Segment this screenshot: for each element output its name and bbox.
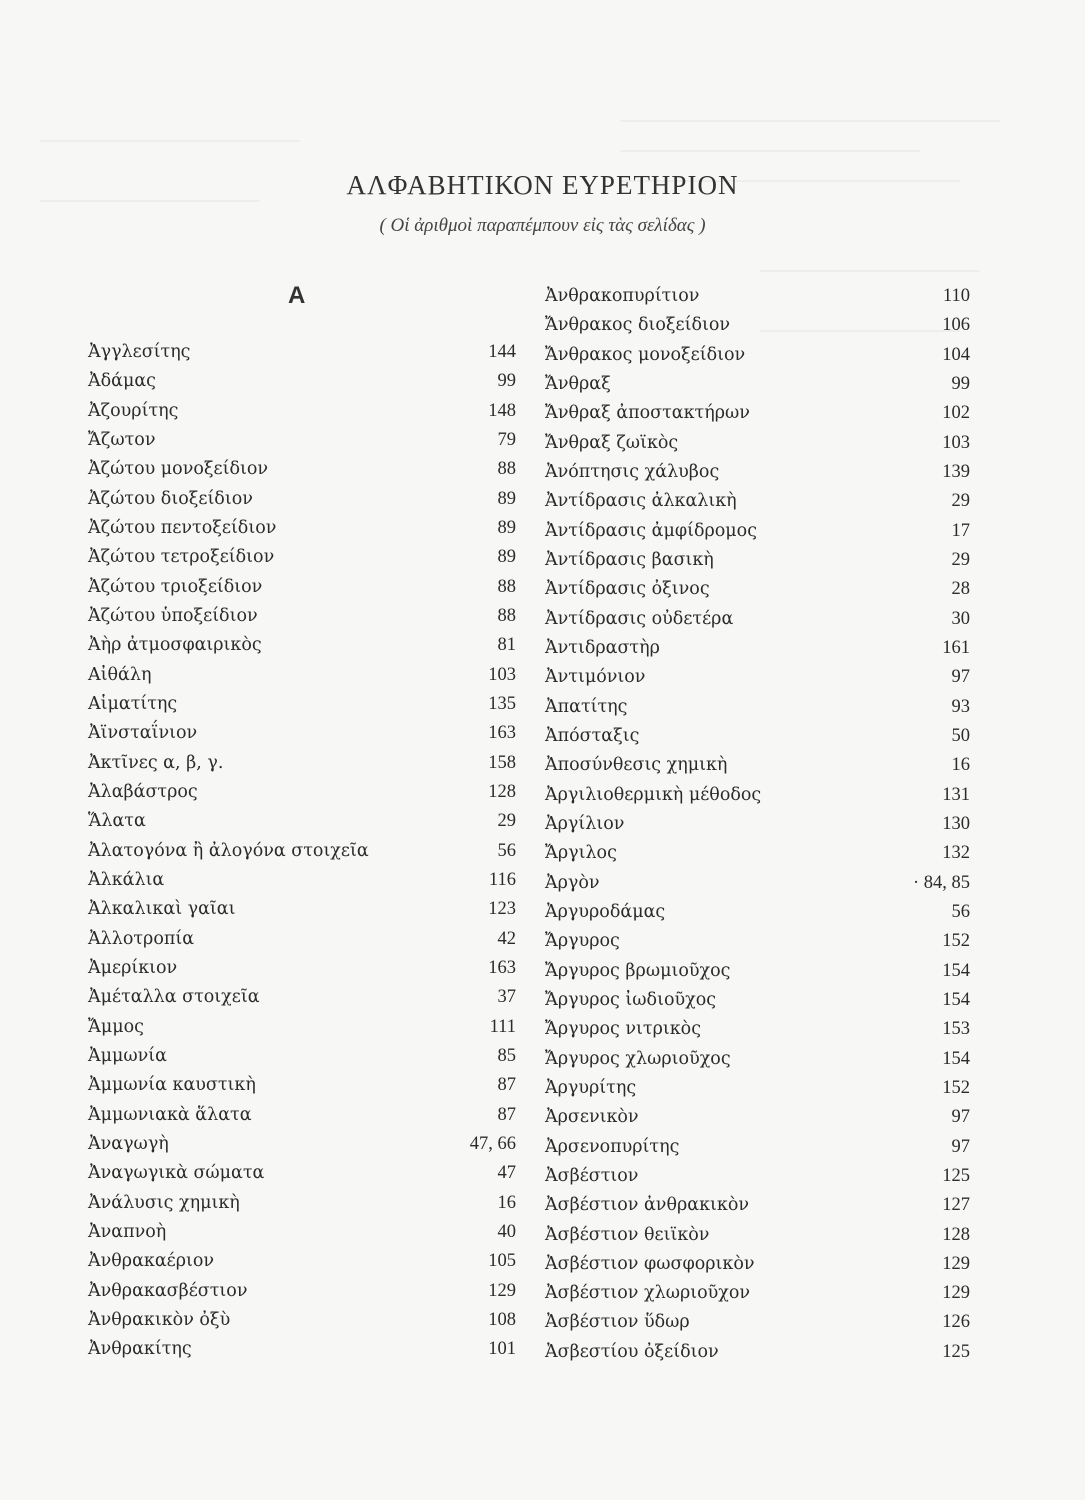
index-term: Ἀρσενικὸν (545, 1107, 639, 1128)
page-number: 40 (497, 1221, 516, 1242)
index-entry (88, 1159, 516, 1188)
index-term: Ἀλλοτροπία (88, 928, 195, 949)
index-term: Ἀσβέστιον ἀνθρακικὸν (545, 1195, 750, 1216)
page-number: 42 (497, 928, 516, 949)
page-number: 154 (942, 989, 970, 1010)
index-entry (545, 663, 970, 692)
index-entry (88, 1247, 516, 1276)
page-number: 132 (942, 843, 970, 864)
page-number: 128 (942, 1224, 970, 1245)
index-term: Ἀζουρίτης (88, 400, 179, 421)
index-term: Ἀργυροδάμας (545, 901, 666, 922)
index-term: Ἀντίδρασις οὐδετέρα (545, 608, 734, 629)
page-number: 47 (497, 1163, 516, 1184)
index-term: Ἀζώτου τριοξείδιον (88, 576, 263, 597)
page-number: 47, 66 (469, 1133, 516, 1154)
index-entry (88, 807, 516, 836)
page-number: 81 (497, 635, 516, 656)
index-entry (88, 573, 516, 602)
page-number: 161 (942, 637, 970, 658)
index-term: Ἀντίδρασις ἀλκαλικὴ (545, 491, 737, 512)
page-number: 29 (497, 811, 516, 832)
page-number: 56 (497, 840, 516, 861)
page-number: 125 (942, 1165, 970, 1186)
page-number: 89 (497, 517, 516, 538)
page-number: 89 (497, 547, 516, 568)
page-number: 88 (497, 459, 516, 480)
index-entry (545, 1221, 970, 1250)
index-term: Ἀντιμόνιον (545, 667, 646, 688)
index-term: Ἀντίδρασις ἀμφίδρομος (545, 520, 758, 541)
page-number: 79 (497, 429, 516, 450)
index-entry (545, 1308, 970, 1337)
index-entry (545, 1074, 970, 1103)
index-entry (88, 1013, 516, 1042)
index-entry (88, 1071, 516, 1100)
index-term: Ἀμμωνία καυστικὴ (88, 1075, 256, 1096)
index-term: Ἀσβέστιον χλωριοῦχον (545, 1283, 751, 1304)
index-entry (545, 399, 970, 428)
section-letter: Α (288, 282, 306, 309)
index-term: Ἄνθραξ (545, 373, 611, 394)
index-entry (88, 837, 516, 866)
index-entry (88, 631, 516, 660)
index-entry (88, 954, 516, 983)
index-entry (88, 1189, 516, 1218)
index-term: Ἀντίδρασις ὀξινος (545, 579, 710, 600)
index-entry (545, 986, 970, 1015)
index-entry (545, 341, 970, 370)
page-number: 87 (497, 1075, 516, 1096)
page-number: 108 (488, 1309, 516, 1330)
index-entry (545, 1279, 970, 1308)
index-term: Ἀλκαλικαὶ γαῖαι (88, 899, 236, 920)
index-term: Αἱματίτης (88, 693, 178, 714)
index-entry (545, 634, 970, 663)
index-entry (545, 282, 970, 311)
index-entry (545, 487, 970, 516)
page-number: 111 (489, 1016, 516, 1037)
index-entry (545, 575, 970, 604)
page-number: 102 (942, 403, 970, 424)
page-number: 148 (488, 400, 516, 421)
index-entry (545, 311, 970, 340)
page-number: 99 (497, 371, 516, 392)
index-entry (545, 1103, 970, 1132)
index-term: Ἄνθρακος διοξείδιον (545, 315, 731, 336)
index-term: Ἀνθρακασβέστιον (88, 1280, 248, 1301)
page-number: 29 (951, 491, 970, 512)
page-number: 103 (942, 432, 970, 453)
page-number: 135 (488, 693, 516, 714)
index-term: Ἀνθρακαέριον (88, 1251, 215, 1272)
page-number: 16 (497, 1192, 516, 1213)
page-number: 93 (951, 696, 970, 717)
index-entry (88, 1218, 516, 1247)
index-entry (88, 1130, 516, 1159)
index-term: Ἀμερίκιον (88, 957, 178, 978)
index-term: Ἄμμος (88, 1016, 144, 1037)
page-number: 131 (942, 784, 970, 805)
index-term: Ἀργιλιοθερμικὴ μέθοδος (545, 784, 762, 805)
index-term: Ἀργίλιον (545, 813, 625, 834)
index-term: Ἀσβέστιον φωσφορικὸν (545, 1253, 755, 1274)
index-entry (88, 690, 516, 719)
page-number: 129 (942, 1253, 970, 1274)
page-subtitle: ( Οἱ ἀριθμοὶ παραπέμπουν εἰς τὰς σελίδας ) (379, 215, 706, 236)
page-number: 103 (488, 664, 516, 685)
index-entry (545, 1191, 970, 1220)
index-entry (545, 927, 970, 956)
index-entry (88, 1306, 516, 1335)
index-entry (545, 370, 970, 399)
index-entry (88, 543, 516, 572)
page-number: 16 (951, 755, 970, 776)
page-number: 104 (942, 344, 970, 365)
page-number: 87 (497, 1104, 516, 1125)
index-term: Ἀζώτου ὑποξείδιον (88, 605, 258, 626)
index-entry (545, 1045, 970, 1074)
index-entry (88, 749, 516, 778)
index-term: Ἀνθρακοπυρίτιον (545, 286, 700, 306)
index-term: Ἀνάλυσις χημικὴ (88, 1192, 240, 1213)
index-term: Ἀσβέστιον ὕδωρ (545, 1312, 690, 1333)
index-term: Ἀπατίτης (545, 696, 628, 717)
page-number: · 84, 85 (912, 872, 970, 893)
index-entry (88, 602, 516, 631)
page-number: 30 (951, 608, 970, 629)
index-entry (545, 1162, 970, 1191)
index-entry (545, 898, 970, 927)
index-entry (545, 693, 970, 722)
index-entry (88, 866, 516, 895)
index-term: Ἀλκάλια (88, 869, 165, 890)
index-term: Ἀμμωνιακὰ ἅλατα (88, 1104, 252, 1125)
index-term: Ἀπόσταξις (545, 725, 640, 746)
index-term: Ἀργὸν (545, 872, 600, 893)
page-number: 89 (497, 488, 516, 509)
index-entry (88, 485, 516, 514)
index-term: Ἀδάμας (88, 371, 156, 392)
index-term: Ἄργυρος βρωμιοῦχος (545, 960, 731, 981)
page-number: 88 (497, 576, 516, 597)
page-number: 129 (488, 1280, 516, 1301)
index-entry (545, 810, 970, 839)
page-number: 56 (951, 901, 970, 922)
index-entry (545, 957, 970, 986)
index-term: Ἀσβέστιον θειϊκὸν (545, 1224, 710, 1245)
index-term: Ἀργυρίτης (545, 1077, 637, 1098)
index-term: Ἄνθρακος μονοξείδιον (545, 344, 746, 365)
page-number: 97 (951, 1136, 970, 1157)
page-number: 125 (942, 1341, 970, 1362)
index-term: Ἀσβέστιον (545, 1165, 639, 1186)
page-number: 110 (942, 286, 970, 306)
index-entry (545, 1015, 970, 1044)
page-number: 97 (951, 1107, 970, 1128)
page-number: 101 (488, 1339, 516, 1360)
index-term: Ἀποσύνθεσις χημικὴ (545, 755, 728, 776)
index-entry (88, 778, 516, 807)
page-number: 97 (951, 667, 970, 688)
index-entry (88, 895, 516, 924)
index-term: Ἀναπνοὴ (88, 1221, 167, 1242)
index-entry (545, 458, 970, 487)
page-number: 50 (951, 725, 970, 746)
page-number: 152 (942, 931, 970, 952)
index-entry (88, 1335, 516, 1364)
index-term: Ἀμμωνία (88, 1045, 167, 1066)
page-number: 17 (951, 520, 970, 541)
index-term: Ἀντίδρασις βασικὴ (545, 549, 714, 570)
index-term: Ἀζώτου διοξείδιον (88, 488, 253, 509)
index-entry (88, 397, 516, 426)
index-term: Ἀναγωγικὰ σώματα (88, 1163, 265, 1184)
index-term: Ἄνθραξ ἀποστακτήρων (545, 403, 750, 424)
index-term: Ἄνθραξ ζωϊκὸς (545, 432, 679, 453)
index-term: Ἀντιδραστὴρ (545, 637, 660, 658)
index-entry (88, 719, 516, 748)
page-number: 123 (488, 899, 516, 920)
index-term: Ἀὴρ ἀτμοσφαιρικὸς (88, 635, 262, 656)
index-entry (88, 1042, 516, 1071)
index-term: Ἀλατογόνα ἢ ἀλογόνα στοιχεῖα (88, 840, 369, 861)
page-number: 128 (488, 781, 516, 802)
page-number: 153 (942, 1019, 970, 1040)
page-number: 105 (488, 1251, 516, 1272)
page-number: 29 (951, 549, 970, 570)
index-term: Ἀναγωγὴ (88, 1133, 169, 1154)
index-entry (545, 546, 970, 575)
index-entry (545, 869, 970, 898)
index-term: Ἄργυρος χλωριοῦχος (545, 1048, 731, 1069)
index-term: Ἄργυρος (545, 931, 620, 952)
page-title: ΑΛΦΑΒΗΤΙΚΟΝ ΕΥΡΕΤΗΡΙΟΝ (346, 170, 739, 200)
index-term: Ἅλατα (88, 811, 146, 832)
index-term: Ἄργυρος νιτρικὸς (545, 1019, 702, 1040)
index-entry (545, 605, 970, 634)
page-number: 154 (942, 1048, 970, 1069)
page-number: 127 (942, 1195, 970, 1216)
index-entry (88, 514, 516, 543)
page-number: 152 (942, 1077, 970, 1098)
page-number: 28 (951, 579, 970, 600)
index-entry (545, 429, 970, 458)
index-entry (545, 751, 970, 780)
index-entry (88, 925, 516, 954)
left-index-column (88, 338, 516, 1364)
index-entry (545, 1250, 970, 1279)
page-number: 158 (488, 752, 516, 773)
index-entry (88, 426, 516, 455)
page-number: 85 (497, 1045, 516, 1066)
index-term: Ἀζώτου πεντοξείδιον (88, 517, 277, 538)
index-term: Ἀνθρακίτης (88, 1339, 192, 1360)
index-term: Ἀλαβάστρος (88, 781, 198, 802)
index-term: Ἀμέταλλα στοιχεῖα (88, 987, 260, 1008)
index-term: Ἀσβεστίου ὀξείδιον (545, 1341, 719, 1362)
index-entry (545, 722, 970, 751)
page-number: 106 (942, 315, 970, 336)
page-number: 144 (488, 342, 516, 362)
index-term: Ἀγγλεσίτης (88, 342, 191, 362)
index-entry (88, 338, 516, 367)
index-term: Ἄζωτον (88, 429, 156, 450)
index-entry (88, 1277, 516, 1306)
page-number: 126 (942, 1312, 970, 1333)
index-term: Ἀϊνσταΐνιον (88, 723, 198, 744)
index-entry (545, 517, 970, 546)
index-term: Ἀκτῖνες α, β, γ. (88, 752, 224, 773)
index-entry (545, 1338, 970, 1367)
page-number: 37 (497, 987, 516, 1008)
right-index-column (545, 282, 970, 1367)
index-term: Ἀνόπτησις χάλυβος (545, 461, 720, 482)
page-number: 88 (497, 605, 516, 626)
page-number: 163 (488, 723, 516, 744)
index-entry (88, 367, 516, 396)
page-number: 139 (942, 461, 970, 482)
index-term: Ἀζώτου μονοξείδιον (88, 459, 269, 480)
index-term: Ἄργιλος (545, 843, 617, 864)
index-term: Αἰθάλη (88, 664, 152, 685)
index-term: Ἀνθρακικὸν ὀξὺ (88, 1309, 231, 1330)
page-number: 99 (951, 373, 970, 394)
page-number: 154 (942, 960, 970, 981)
index-entry (88, 455, 516, 484)
index-term: Ἀρσενοπυρίτης (545, 1136, 680, 1157)
index-entry (88, 661, 516, 690)
page-number: 129 (942, 1283, 970, 1304)
index-entry (545, 781, 970, 810)
index-term: Ἄργυρος ἰωδιοῦχος (545, 989, 717, 1010)
page-number: 116 (488, 869, 516, 890)
index-entry (545, 1133, 970, 1162)
index-entry (88, 983, 516, 1012)
page-number: 130 (942, 813, 970, 834)
index-term: Ἀζώτου τετροξείδιον (88, 547, 275, 568)
index-entry (88, 1101, 516, 1130)
page-number: 163 (488, 957, 516, 978)
index-entry (545, 839, 970, 868)
